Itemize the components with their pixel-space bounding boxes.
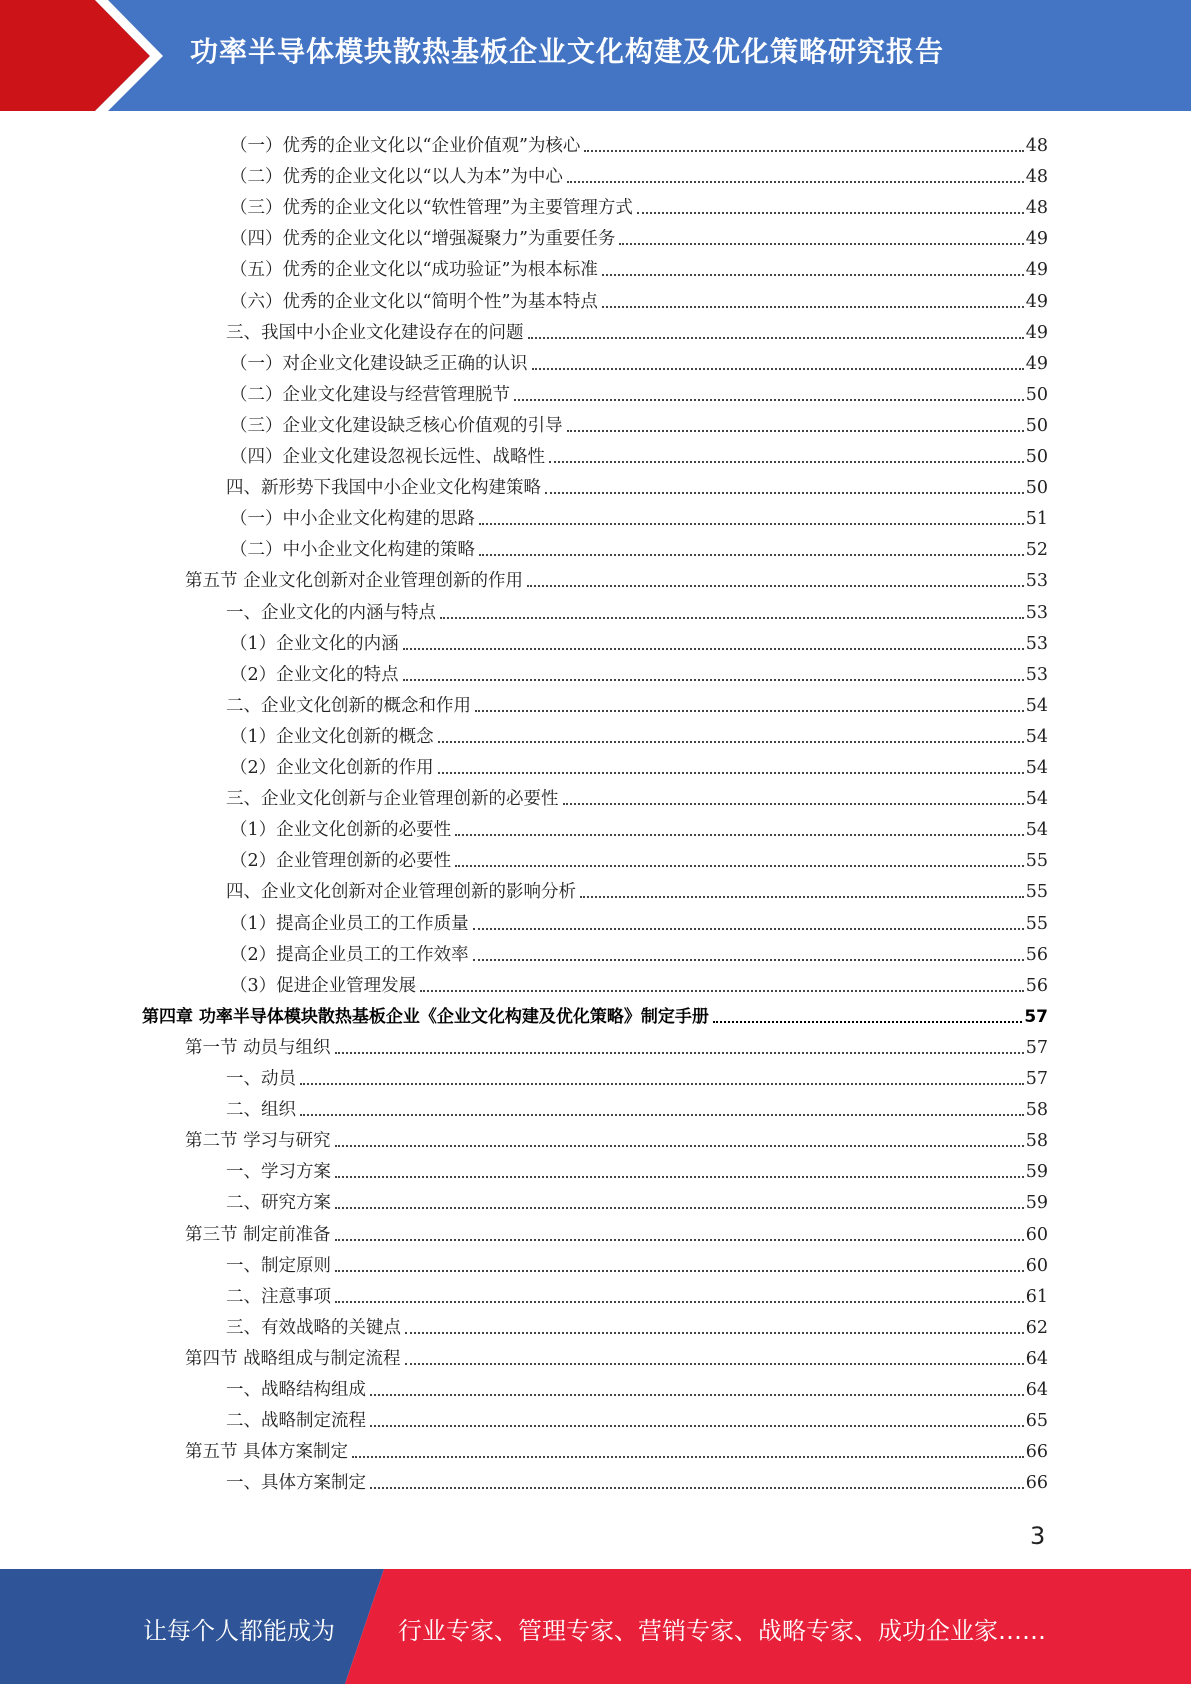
toc-entry-sub[interactable] [230,282,1048,313]
toc-entry-item[interactable] [226,1401,1048,1432]
toc-dot-leader [405,1363,1024,1365]
toc-dot-leader [370,1425,1024,1427]
toc-entry-sub[interactable] [230,530,1048,561]
toc-entry-title: （一）对企业文化建设缺乏正确的认识 [230,353,528,374]
toc-entry-title: （二）中小企业文化构建的策略 [230,540,475,561]
toc-entry-title: （1）企业文化创新的必要性 [230,820,452,841]
toc-entry-page: 53 [1025,602,1048,623]
toc-entry-sub[interactable] [230,437,1048,468]
toc-entry-item[interactable] [226,1183,1048,1214]
toc-dot-leader [473,959,1024,961]
toc-entry-title: 二、研究方案 [226,1193,331,1214]
toc-entry-section[interactable] [185,1028,1048,1059]
toc-entry-page: 54 [1025,726,1048,747]
toc-entry-title: 三、企业文化创新与企业管理创新的必要性 [226,789,559,810]
toc-entry-title: 一、动员 [226,1069,296,1089]
toc-entry-title: （四）企业文化建设忽视长远性、战略性 [230,447,545,467]
toc-dot-leader [514,399,1024,401]
toc-entry-page: 49 [1025,229,1048,250]
toc-entry-section[interactable] [185,1339,1048,1370]
toc-entry-title: 第五节 企业文化创新对企业管理创新的作用 [185,571,524,592]
toc-entry-sub[interactable] [230,624,1048,655]
toc-dot-leader [455,834,1024,836]
toc-entry-page: 66 [1025,1442,1048,1463]
page-number: 3 [1030,1522,1046,1550]
toc-entry-title: （1）提高企业员工的工作质量 [230,913,469,934]
page-header [0,0,1191,111]
toc-entry-page: 57 [1025,1069,1048,1089]
toc-dot-leader [300,1114,1024,1116]
toc-entry-page: 54 [1025,695,1048,716]
toc-entry-title: 二、企业文化创新的概念和作用 [226,695,471,716]
toc-dot-leader [567,430,1024,432]
toc-entry-item[interactable] [226,1463,1048,1494]
toc-entry-title: 一、制定原则 [226,1255,331,1276]
toc-entry-item[interactable] [226,1059,1048,1090]
toc-dot-leader [370,1487,1024,1489]
toc-entry-title: 一、具体方案制定 [226,1473,366,1494]
toc-entry-page: 48 [1025,198,1048,219]
toc-entry-title: 一、战略结构组成 [226,1380,366,1400]
toc-dot-leader [370,1394,1024,1396]
toc-entry-sub[interactable] [230,935,1048,966]
toc-entry-page: 57 [1024,1006,1048,1027]
toc-entry-page: 62 [1025,1317,1048,1338]
toc-entry-title: 一、学习方案 [226,1162,331,1183]
toc-entry-section[interactable] [185,1432,1048,1463]
toc-entry-title: 第四章 功率半导体模块散热基板企业《企业文化构建及优化策略》制定手册 [142,1006,709,1027]
toc-dot-leader [473,928,1024,930]
toc-dot-leader [420,990,1024,992]
toc-entry-title: （2）企业文化的特点 [230,664,399,685]
toc-dot-leader [403,679,1024,681]
toc-entry-title: （3）促进企业管理发展 [230,975,417,996]
toc-entry-item[interactable] [226,686,1048,717]
toc-entry-title: （2）提高企业员工的工作效率 [230,944,469,965]
toc-entry-page: 51 [1025,509,1048,530]
toc-entry-sub[interactable] [230,966,1048,997]
toc-entry-page: 48 [1025,167,1048,188]
toc-entry-page: 55 [1025,913,1048,934]
toc-entry-page: 49 [1025,291,1048,312]
toc-entry-sub[interactable] [230,126,1048,157]
page-footer [0,1569,1191,1684]
toc-entry-sub[interactable] [230,904,1048,935]
toc-entry-sub[interactable] [230,499,1048,530]
toc-entry-section[interactable] [185,1121,1048,1152]
toc-entry-sub[interactable] [230,157,1048,188]
toc-dot-leader [528,337,1024,339]
toc-entry-sub[interactable] [230,344,1048,375]
toc-dot-leader [335,1145,1024,1147]
toc-entry-item[interactable] [226,468,1048,499]
toc-dot-leader [619,243,1023,245]
toc-entry-item[interactable] [226,313,1048,344]
toc-entry-page: 66 [1025,1473,1048,1494]
toc-entry-sub[interactable] [230,250,1048,281]
toc-dot-leader [479,523,1024,525]
toc-entry-section[interactable] [185,1215,1048,1246]
toc-entry-title: 一、企业文化的内涵与特点 [226,602,436,623]
toc-dot-leader [405,1332,1024,1334]
toc-entry-title: 第四节 战略组成与制定流程 [185,1348,401,1369]
toc-dot-leader [300,1083,1024,1085]
toc-entry-page: 64 [1025,1380,1048,1400]
toc-entry-page: 50 [1025,384,1048,405]
toc-entry-sub[interactable] [230,748,1048,779]
toc-dot-leader [545,492,1024,494]
toc-dot-leader [549,461,1024,463]
footer-slogan-right: 行业专家、管理专家、营销专家、战略专家、成功企业家…… [398,1617,1046,1645]
toc-entry-title: （一）中小企业文化构建的思路 [230,509,475,530]
toc-dot-leader [352,1456,1024,1458]
toc-entry-title: （四）优秀的企业文化以“增强凝聚力”为重要任务 [230,229,616,250]
toc-entry-sub[interactable] [230,188,1048,219]
report-title: 功率半导体模块散热基板企业文化构建及优化策略研究报告 [190,35,945,68]
toc-dot-leader [527,585,1024,587]
toc-entry-sub[interactable] [230,655,1048,686]
toc-entry-title: （2）企业文化创新的作用 [230,758,434,778]
toc-entry-title: （一）优秀的企业文化以“企业价值观”为核心 [230,136,581,156]
toc-entry-page: 54 [1025,758,1048,778]
toc-dot-leader [440,617,1024,619]
toc-dot-leader [335,1176,1024,1178]
toc-dot-leader [532,368,1024,370]
toc-entry-title: （六）优秀的企业文化以“简明个性”为基本特点 [230,291,598,312]
toc-entry-title: （三）企业文化建设缺乏核心价值观的引导 [230,415,563,436]
toc-entry-page: 50 [1025,447,1048,467]
toc-entry-page: 56 [1025,975,1048,996]
toc-entry-item[interactable] [226,1246,1048,1277]
toc-entry-page: 60 [1025,1255,1048,1276]
toc-dot-leader [438,772,1024,774]
toc-dot-leader [713,1021,1022,1023]
toc-entry-page: 60 [1025,1224,1048,1245]
toc-entry-page: 61 [1025,1286,1048,1307]
toc-dot-leader [602,306,1024,308]
toc-dot-leader [438,741,1024,743]
toc-entry-page: 56 [1025,944,1048,965]
toc-entry-page: 53 [1025,633,1048,654]
toc-entry-title: （三）优秀的企业文化以“软性管理”为主要管理方式 [230,198,633,219]
toc-entry-item[interactable] [226,1308,1048,1339]
toc-entry-page: 53 [1025,571,1048,592]
toc-entry-title: 四、新形势下我国中小企业文化构建策略 [226,478,541,499]
toc-entry-page: 54 [1025,789,1048,810]
toc-entry-title: 第二节 学习与研究 [185,1131,331,1152]
toc-entry-item[interactable] [226,1090,1048,1121]
toc-entry-title: （1）企业文化创新的概念 [230,726,434,747]
toc-entry-page: 58 [1025,1131,1048,1152]
toc-dot-leader [335,1207,1024,1209]
toc-entry-sub[interactable] [230,219,1048,250]
toc-entry-sub[interactable] [230,717,1048,748]
toc-entry-title: （五）优秀的企业文化以“成功验证”为根本标准 [230,260,598,281]
toc-entry-title: 四、企业文化创新对企业管理创新的影响分析 [226,882,576,903]
toc-entry-sub[interactable] [230,375,1048,406]
toc-entry-title: （二）企业文化建设与经营管理脱节 [230,384,510,405]
toc-entry-title: 三、有效战略的关键点 [226,1317,401,1338]
footer-slogan-left: 让每个人都能成为 [143,1617,335,1645]
toc-entry-page: 57 [1025,1037,1048,1058]
toc-entry-page: 49 [1025,322,1048,343]
toc-dot-leader [403,648,1024,650]
toc-dot-leader [580,896,1024,898]
toc-entry-title: 二、战略制定流程 [226,1411,366,1432]
toc-entry-page: 50 [1025,478,1048,499]
toc-entry-item[interactable] [226,1370,1048,1401]
toc-entry-section[interactable] [185,561,1048,592]
toc-dot-leader [563,803,1024,805]
toc-entry-title: （二）优秀的企业文化以“以人为本”为中心 [230,167,563,188]
toc-dot-leader [455,865,1024,867]
toc-entry-title: 二、注意事项 [226,1286,331,1307]
toc-entry-page: 55 [1025,882,1048,903]
toc-entry-item[interactable] [226,593,1048,624]
toc-entry-title: 第五节 具体方案制定 [185,1442,349,1463]
toc-dot-leader [602,274,1024,276]
toc-entry-sub[interactable] [230,406,1048,437]
toc-dot-leader [479,554,1024,556]
toc-entry-page: 52 [1025,540,1048,561]
toc-entry-chapter[interactable] [142,997,1048,1028]
toc-entry-title: 第三节 制定前准备 [185,1224,331,1245]
toc-entry-sub[interactable] [230,810,1048,841]
toc-entry-title: （2）企业管理创新的必要性 [230,851,452,872]
toc-entry-title: 三、我国中小企业文化建设存在的问题 [226,322,524,343]
toc-entry-page: 48 [1025,136,1048,156]
toc-entry-page: 59 [1025,1162,1048,1183]
toc-entry-item[interactable] [226,1152,1048,1183]
toc-entry-page: 49 [1025,260,1048,281]
toc-entry-page: 55 [1025,851,1048,872]
toc-dot-leader [335,1239,1024,1241]
toc-dot-leader [335,1270,1024,1272]
toc-entry-page: 59 [1025,1193,1048,1214]
toc-entry-title: 二、组织 [226,1100,296,1121]
toc-entry-sub[interactable] [230,841,1048,872]
toc-entry-title: 第一节 动员与组织 [185,1037,331,1058]
toc-dot-leader [335,1301,1024,1303]
toc-dot-leader [584,150,1023,152]
toc-dot-leader [335,1052,1024,1054]
toc-entry-page: 49 [1025,353,1048,374]
toc-dot-leader [637,212,1024,214]
toc-entry-page: 65 [1025,1411,1048,1432]
toc-dot-leader [567,181,1024,183]
toc-entry-page: 54 [1025,820,1048,841]
toc-dot-leader [475,710,1024,712]
toc-entry-item[interactable] [226,872,1048,903]
toc-entry-page: 53 [1025,664,1048,685]
toc-entry-page: 64 [1025,1348,1048,1369]
toc-entry-item[interactable] [226,779,1048,810]
toc-entry-page: 58 [1025,1100,1048,1121]
toc-entry-item[interactable] [226,1277,1048,1308]
toc-entry-title: （1）企业文化的内涵 [230,633,399,654]
toc-entry-page: 50 [1025,415,1048,436]
